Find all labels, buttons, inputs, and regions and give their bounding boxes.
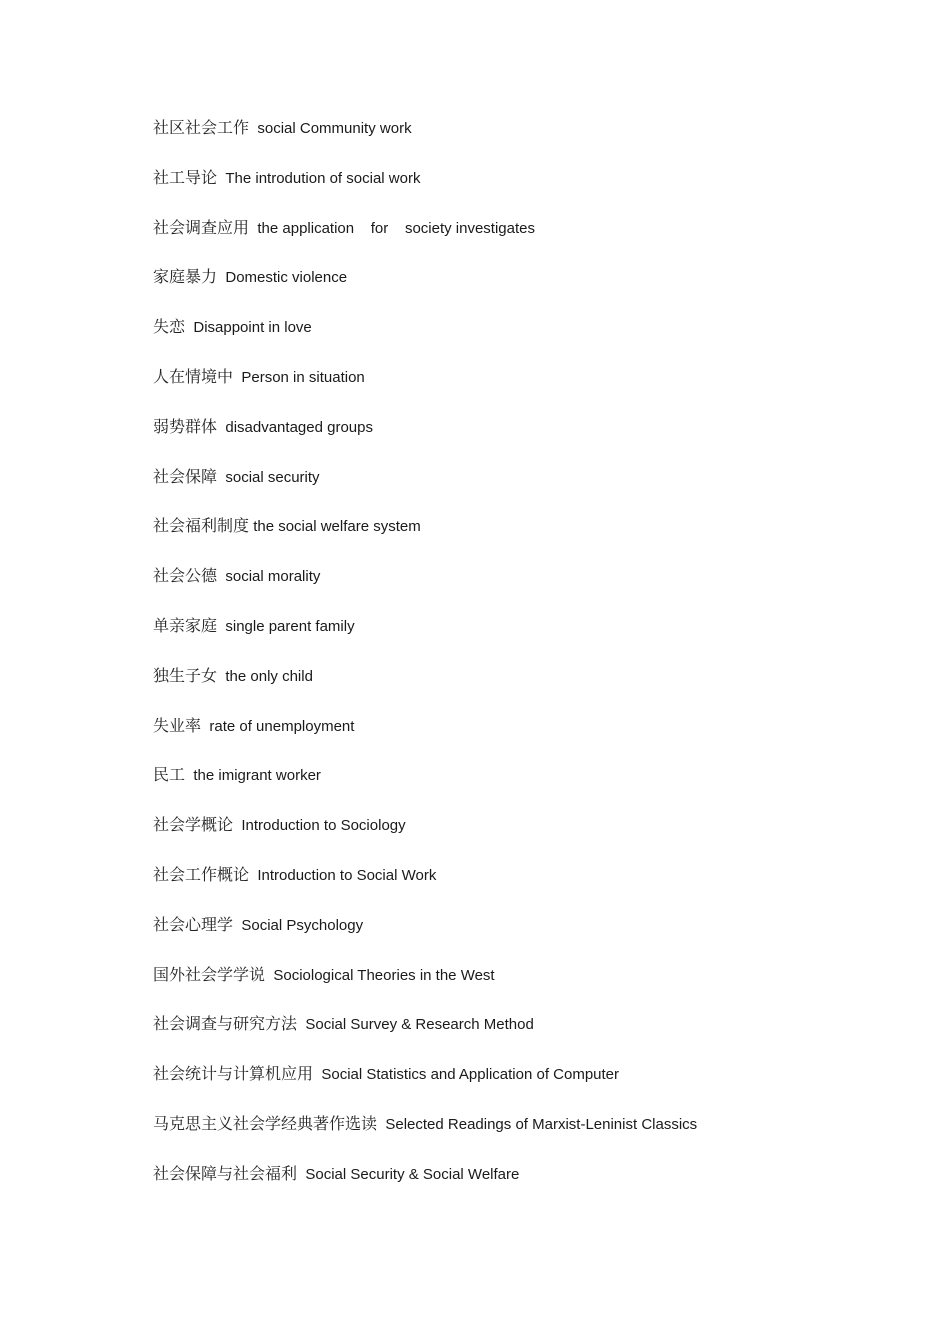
term-english: Social Survey & Research Method	[305, 1016, 534, 1034]
term-row	[153, 215, 913, 265]
term-chinese: 社会学概论	[153, 815, 234, 835]
term-english: the application for society investigates	[257, 219, 536, 237]
term-english: Domestic violence	[225, 269, 348, 287]
term-row	[153, 613, 913, 663]
term-english: the only child	[225, 667, 313, 685]
term-row	[153, 1011, 913, 1061]
term-chinese: 社会心理学	[153, 914, 234, 934]
term-row	[153, 165, 913, 215]
term-row	[153, 563, 913, 613]
term-row	[153, 663, 913, 713]
term-list	[153, 115, 913, 1211]
term-english: Person in situation	[241, 368, 365, 386]
term-english: the imigrant worker	[193, 767, 321, 785]
term-english: social Community work	[257, 120, 412, 137]
term-chinese: 社会保障与社会福利	[153, 1163, 298, 1183]
term-row	[153, 414, 913, 464]
term-english: Social Security & Social Welfare	[305, 1165, 520, 1183]
term-chinese: 社区社会工作	[153, 118, 250, 137]
term-row	[153, 912, 913, 962]
term-chinese: 马克思主义社会学经典著作选读	[153, 1113, 378, 1133]
term-english: Introduction to Social Work	[257, 866, 437, 884]
term-chinese: 独生子女	[153, 665, 218, 685]
term-chinese: 弱势群体	[153, 416, 218, 436]
term-english: Social Psychology	[241, 916, 364, 934]
term-english: social security	[225, 468, 320, 486]
term-chinese: 社会福利制度	[153, 516, 250, 536]
term-chinese: 社会公德	[153, 566, 218, 586]
term-chinese: 社会调查与研究方法	[153, 1014, 298, 1034]
term-english: rate of unemployment	[209, 717, 355, 735]
term-chinese: 单亲家庭	[153, 615, 218, 635]
term-english: single parent family	[225, 617, 355, 635]
term-row	[153, 264, 913, 314]
term-english: the social welfare system	[253, 518, 421, 536]
term-chinese: 失业率	[153, 715, 202, 735]
term-chinese: 人在情境中	[153, 366, 234, 386]
term-row	[153, 115, 913, 165]
term-chinese: 社会工作概论	[153, 864, 250, 884]
term-chinese: 家庭暴力	[153, 267, 218, 287]
term-row	[153, 962, 913, 1012]
term-row	[153, 1161, 913, 1211]
term-chinese: 社会统计与计算机应用	[153, 1064, 314, 1084]
term-row	[153, 862, 913, 912]
term-english: Sociological Theories in the West	[273, 966, 495, 984]
term-chinese: 国外社会学学说	[153, 964, 266, 984]
term-row	[153, 314, 913, 364]
term-english: Introduction to Sociology	[241, 817, 406, 835]
term-row	[153, 513, 913, 563]
term-english: social morality	[225, 568, 321, 586]
term-chinese: 社工导论	[153, 167, 218, 187]
term-row	[153, 713, 913, 763]
term-english: Social Statistics and Application of Computer	[321, 1066, 620, 1084]
term-row	[153, 364, 913, 414]
term-english: Selected Readings of Marxist-Leninist Classics	[385, 1115, 698, 1133]
term-row	[153, 762, 913, 812]
term-english: Disappoint in love	[193, 319, 312, 337]
term-chinese: 失恋	[153, 317, 186, 337]
term-english: The introdution of social work	[225, 169, 421, 187]
term-row	[153, 1111, 913, 1161]
term-english: disadvantaged groups	[225, 418, 373, 436]
term-chinese: 社会调查应用	[153, 217, 250, 237]
term-row	[153, 1061, 913, 1111]
term-row	[153, 464, 913, 514]
term-chinese: 社会保障	[153, 466, 218, 486]
term-chinese: 民工	[153, 765, 186, 785]
term-row	[153, 812, 913, 862]
